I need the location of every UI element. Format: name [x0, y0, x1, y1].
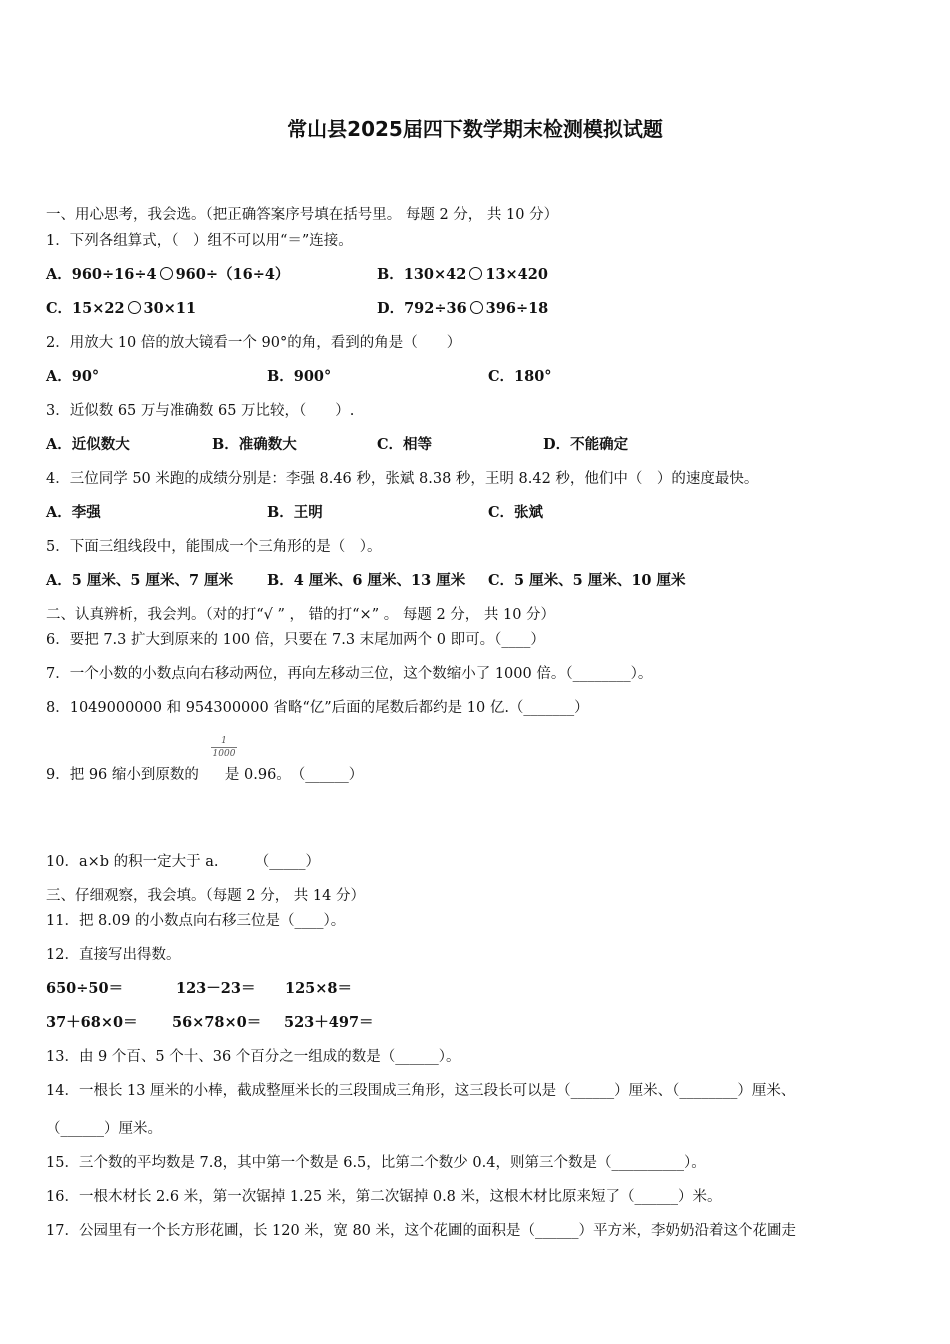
q12-item: 56×78×0＝: [172, 1014, 262, 1031]
q1-option-b: [377, 263, 548, 284]
q5-option-c: C．5 厘米、5 厘米、10 厘米: [488, 572, 686, 589]
fraction-numerator: 1: [211, 736, 237, 748]
q9-text-after: 是 0.96。 （______）: [224, 767, 364, 783]
q3-option-c: C．相等: [377, 436, 433, 453]
question-9: [46, 763, 363, 784]
q2-option-c: C．180°: [488, 368, 552, 385]
q9-text-before: 9．把 96 缩小到原数的: [46, 767, 199, 783]
q1c-left: C．15×22: [46, 300, 125, 317]
q12-item: 650÷50＝: [46, 980, 124, 997]
question-12: 12．直接写出得数。: [46, 947, 181, 963]
circle-icon: [128, 301, 141, 314]
question-14-continued: （______）厘米。: [46, 1121, 162, 1137]
question-11: 11．把 8.09 的小数点向右移三位是（____）。: [46, 913, 346, 929]
q2-option-a: A．90°: [46, 368, 100, 385]
q5-option-b: B．4 厘米、6 厘米、13 厘米: [267, 572, 466, 589]
q2-option-b: B．900°: [267, 368, 332, 385]
section-3-heading: 三、仔细观察，我会填。（每题 2 分， 共 14 分）: [46, 888, 365, 904]
q1b-right: 13×420: [485, 266, 548, 283]
question-5: 5．下面三组线段中，能围成一个三角形的是（ ）。: [46, 539, 382, 555]
q1a-right: 960÷（16÷4）: [175, 266, 290, 283]
q1b-left: B．130×42: [377, 266, 467, 283]
q3-option-b: B．准确数大: [212, 436, 297, 453]
fraction-denominator: 1000: [212, 749, 236, 759]
q3-option-a: A．近似数大: [46, 436, 130, 453]
q1d-left: D．792÷36: [377, 300, 467, 317]
q4-option-b: B．王明: [267, 504, 323, 521]
q9-fraction: [211, 736, 237, 759]
question-15: 15．三个数的平均数是 7.8，其中第一个数是 6.5，比第二个数少 0.4，则第三个数是（__________）。: [46, 1155, 706, 1171]
question-7: 7．一个小数的小数点向右移动两位，再向左移动三位，这个数缩小了 1000 倍。（________）。: [46, 666, 653, 682]
q12-item: 123－23＝: [176, 980, 256, 997]
q1-option-a: [46, 263, 289, 284]
q4-option-c: C．张斌: [488, 504, 544, 521]
question-13: 13．由 9 个百、5 个十、36 个百分之一组成的数是（______）。: [46, 1049, 461, 1065]
question-8: 8．1049000000 和 954300000 省略“亿”后面的尾数后都约是 10 亿.（_______）: [46, 700, 589, 716]
question-1: 1．下列各组算式，（ ）组不可以用“＝”连接。: [46, 233, 353, 249]
question-17: 17．公园里有一个长方形花圃，长 120 米，宽 80 米，这个花圃的面积是（______）平方米，李奶奶沿着这个花圃走: [46, 1223, 797, 1239]
question-10: 10．a×b 的积一定大于 a. （_____）: [46, 854, 320, 870]
q1-option-c: [46, 297, 196, 318]
q12-item: 523＋497＝: [284, 1014, 374, 1031]
q1a-left: A．960÷16÷4: [46, 266, 157, 283]
question-6: 6．要把 7.3 扩大到原来的 100 倍，只要在 7.3 末尾加两个 0 即可。（____）: [46, 632, 545, 648]
section-1-heading: 一、用心思考，我会选。（把正确答案序号填在括号里。 每题 2 分， 共 10 分）: [46, 207, 559, 223]
page-title: 常山县2025届四下数学期末检测模拟试题: [287, 117, 663, 141]
q1-option-d: [377, 297, 548, 318]
question-2: 2．用放大 10 倍的放大镜看一个 90°的角，看到的角是（ ）: [46, 335, 462, 351]
section-2-heading: 二、认真辨析，我会判。（对的打“√ ” ， 错的打“×” 。 每题 2 分， 共 10 分）: [46, 607, 556, 623]
q12-item: 37＋68×0＝: [46, 1014, 138, 1031]
circle-icon: [160, 267, 173, 280]
q1c-right: 30×11: [143, 300, 197, 317]
q4-option-a: A．李强: [46, 504, 101, 521]
question-4: 4．三位同学 50 米跑的成绩分别是：李强 8.46 秒，张斌 8.38 秒，王明 8.42 秒，他们中（ ）的速度最快。: [46, 471, 759, 487]
question-14: 14．一根长 13 厘米的小棒，截成整厘米长的三段围成三角形，这三段长可以是（______）厘米、（________）厘米、: [46, 1083, 796, 1099]
circle-icon: [470, 301, 483, 314]
question-16: 16．一根木材长 2.6 米，第一次锯掉 1.25 米，第二次锯掉 0.8 米，这根木材比原来短了（______）米。: [46, 1189, 722, 1205]
question-3: 3．近似数 65 万与准确数 65 万比较，（ ）.: [46, 403, 355, 419]
q12-item: 125×8＝: [285, 980, 353, 997]
circle-icon: [469, 267, 482, 280]
q5-option-a: A．5 厘米、5 厘米、7 厘米: [46, 572, 234, 589]
q3-option-d: D．不能确定: [543, 436, 629, 453]
q1d-right: 396÷18: [485, 300, 549, 317]
